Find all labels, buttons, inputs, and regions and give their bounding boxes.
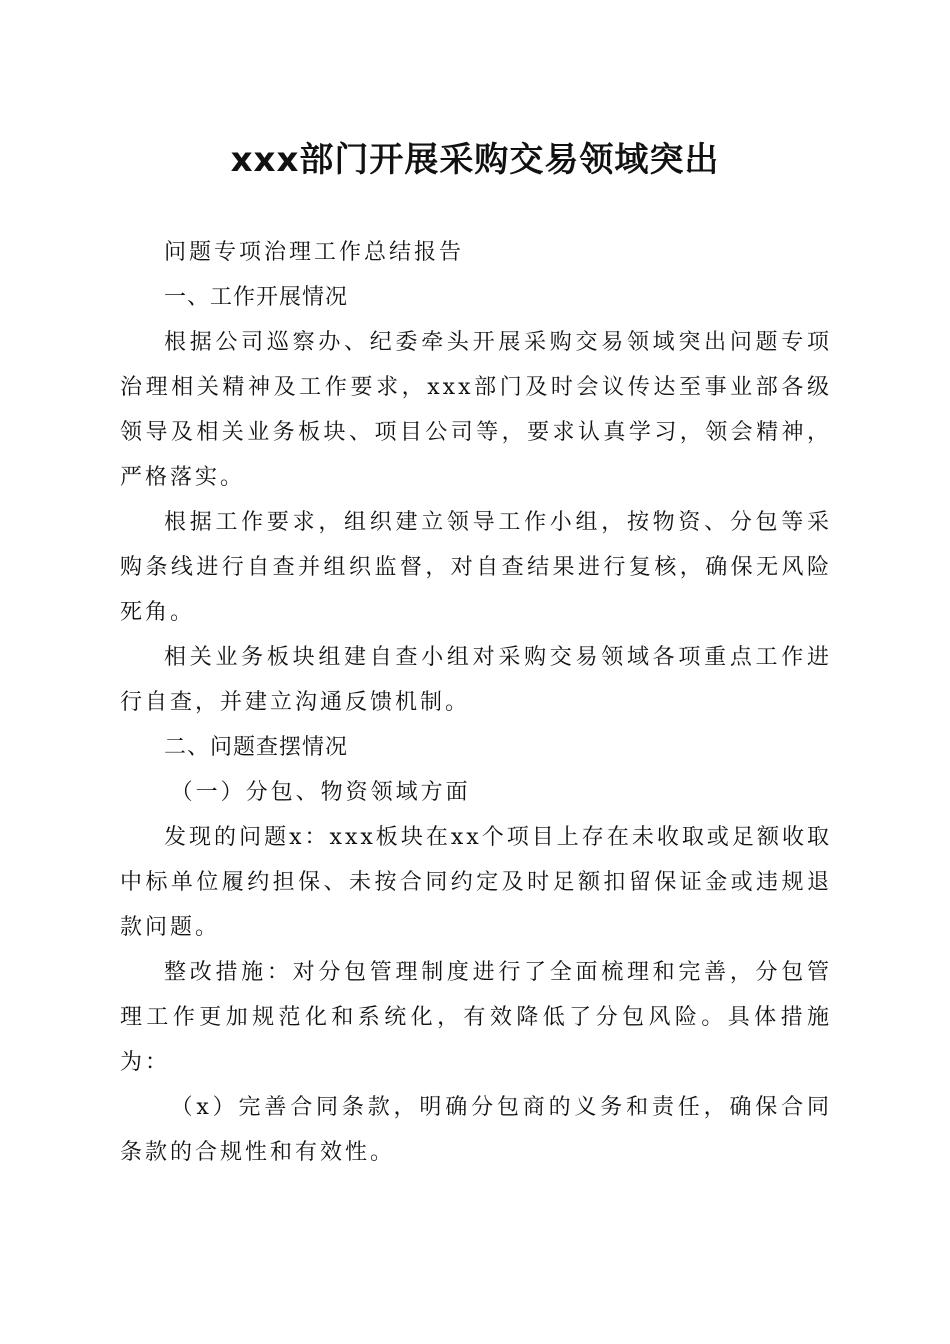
measure-item: （x）完善合同条款，明确分包商的义务和责任，确保合同条款的合规性和有效性。 [120, 1095, 832, 1165]
section-heading-work-progress: 一、工作开展情况 [164, 285, 349, 310]
paragraph: 相关业务板块组建自查小组对采购交易领域各项重点工作进行自查，并建立沟通反馈机制。 [120, 645, 832, 715]
paragraph: 根据工作要求，组织建立领导工作小组，按物资、分包等采购条线进行自查并组织监督，对自查结果进行复核，确保无风险死角。 [120, 510, 832, 625]
section-heading-problem-review: 二、问题查摆情况 [164, 735, 349, 760]
document-subtitle: 问题专项治理工作总结报告 [164, 240, 465, 265]
paragraph-problem: 发现的问题x：xxx板块在xx个项目上存在未收取或足额收取中标单位履约担保、未按合同约定及时足额扣留保证金或违规退款问题。 [120, 825, 832, 940]
document-body [120, 230, 832, 1175]
document-title: xxx部门开展采购交易领域突出 [230, 140, 720, 180]
subsection-heading: （一）分包、物资领域方面 [170, 780, 471, 805]
paragraph: 根据公司巡察办、纪委牵头开展采购交易领域突出问题专项治理相关精神及工作要求，xxx部门及时会议传达至事业部各级领导及相关业务板块、项目公司等，要求认真学习，领会精神，严格落实。 [120, 330, 832, 490]
paragraph-measures: 整改措施：对分包管理制度进行了全面梳理和完善，分包管理工作更加规范化和系统化，有效降低了分包风险。具体措施为： [120, 960, 832, 1075]
